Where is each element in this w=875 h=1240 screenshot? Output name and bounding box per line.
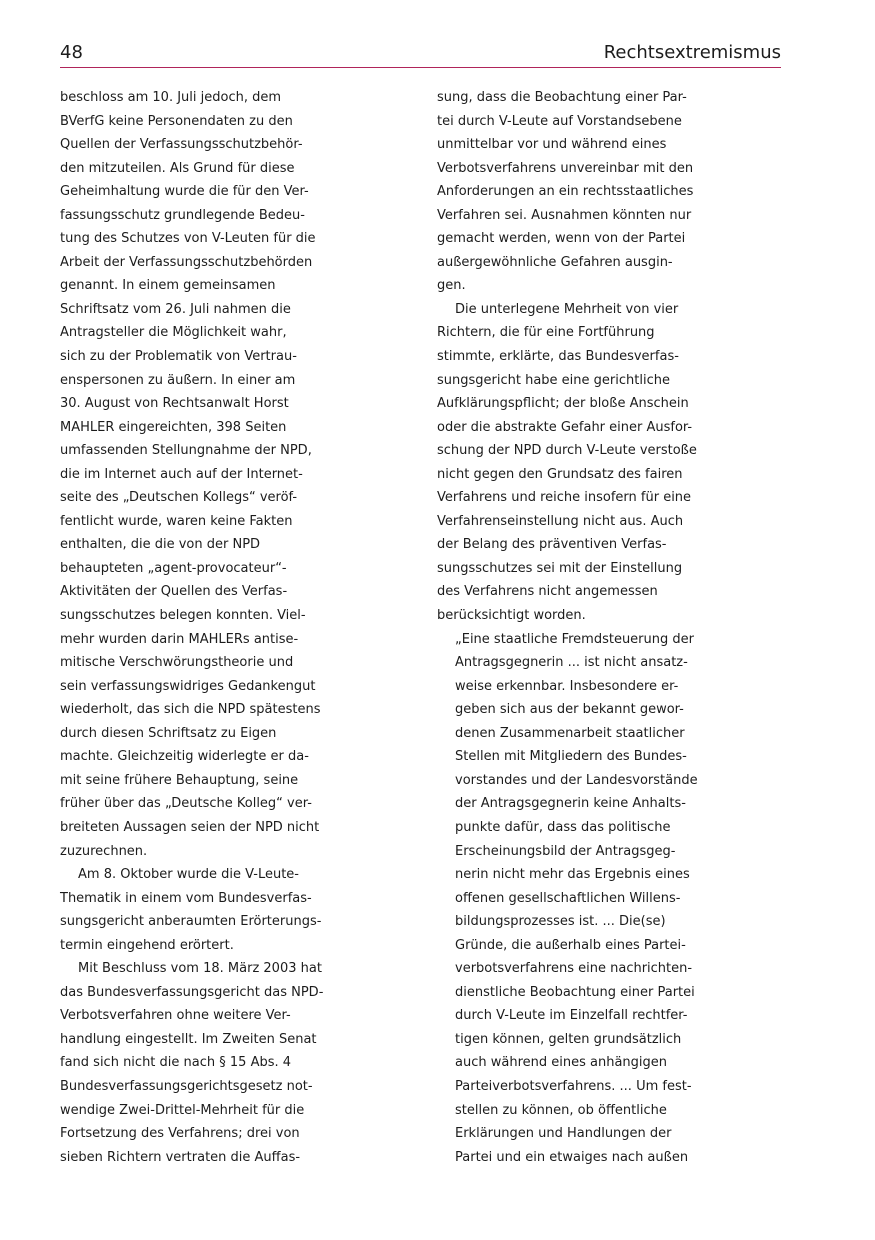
text-line: verbotsverfahrens eine nachrichten- xyxy=(455,961,693,977)
page-header xyxy=(60,41,781,69)
text-line: Stellen mit Mitgliedern des Bundes- xyxy=(455,749,687,765)
text-line: breiteten Aussagen seien der NPD nicht xyxy=(60,819,320,835)
text-line: unmittelbar vor und während eines xyxy=(437,137,667,153)
text-line: mehr wurden darin MAHLERs antise- xyxy=(60,631,299,647)
text-line: sungsschutzes sei mit der Einstellung xyxy=(437,560,683,576)
text-line: Verbotsverfahren ohne weitere Ver- xyxy=(60,1008,291,1024)
text-line: denen Zusammenarbeit staatlicher xyxy=(455,725,685,741)
text-line: Bundesverfassungsgerichtsgesetz not- xyxy=(60,1078,313,1094)
text-line: außergewöhnliche Gefahren ausgin- xyxy=(437,254,673,270)
text-line: Antragsgegnerin ... ist nicht ansatz- xyxy=(455,655,688,671)
text-line: das Bundesverfassungsgericht das NPD- xyxy=(60,984,324,1000)
text-line: gen. xyxy=(437,278,466,294)
text-line: sein verfassungswidriges Gedankengut xyxy=(60,678,316,694)
text-line: tung des Schutzes von V-Leuten für die xyxy=(60,231,316,247)
text-line: tigen können, gelten grundsätzlich xyxy=(455,1031,682,1047)
text-line: seite des „Deutschen Kollegs“ veröf- xyxy=(60,490,298,506)
text-line: geben sich aus der bekannt gewor- xyxy=(455,702,684,718)
text-line: nicht gegen den Grundsatz des fairen xyxy=(437,466,683,482)
text-line: Die unterlegene Mehrheit von vier xyxy=(455,301,679,317)
text-line: oder die abstrakte Gefahr einer Ausfor- xyxy=(437,419,693,435)
text-line: MAHLER eingereichten, 398 Seiten xyxy=(60,419,287,435)
text-line: Aufklärungspflicht; der bloße Anschein xyxy=(437,396,689,412)
text-line: tei durch V-Leute auf Vorstandsebene xyxy=(437,113,682,129)
header-rule xyxy=(60,67,781,68)
text-line: weise erkennbar. Insbesondere er- xyxy=(455,678,679,694)
left-column xyxy=(60,86,410,1169)
text-line: Erscheinungsbild der Antragsgeg- xyxy=(455,843,676,859)
text-line: sungsgericht habe eine gerichtliche xyxy=(437,372,670,388)
text-line: punkte dafür, dass das politische xyxy=(455,819,671,835)
text-line: Verbotsverfahrens unvereinbar mit den xyxy=(437,160,694,176)
text-line: Parteiverbotsverfahrens. ... Um fest- xyxy=(455,1078,692,1094)
text-line: Fortsetzung des Verfahrens; drei von xyxy=(60,1126,300,1142)
text-line: Richtern, die für eine Fortführung xyxy=(437,325,655,341)
text-line: durch V-Leute im Einzelfall rechtfer- xyxy=(455,1008,688,1024)
text-line: stimmte, erklärte, das Bundesverfas- xyxy=(437,349,679,365)
text-line: Partei und ein etwaiges nach außen xyxy=(455,1149,689,1165)
text-line: wiederholt, das sich die NPD spätestens xyxy=(60,702,321,718)
right-column-body xyxy=(437,86,787,628)
text-line: durch diesen Schriftsatz zu Eigen xyxy=(60,725,277,741)
text-line: fentlicht wurde, waren keine Fakten xyxy=(60,513,293,529)
text-line: fand sich nicht die nach § 15 Abs. 4 xyxy=(60,1055,292,1071)
text-line: Verfahren sei. Ausnahmen könnten nur xyxy=(437,207,692,223)
text-line: Erklärungen und Handlungen der xyxy=(455,1126,672,1142)
text-line: Am 8. Oktober wurde die V-Leute- xyxy=(78,867,299,883)
text-line: den mitzuteilen. Als Grund für diese xyxy=(60,160,295,176)
text-line: termin eingehend erörtert. xyxy=(60,937,234,953)
text-line: dienstliche Beobachtung einer Partei xyxy=(455,984,695,1000)
text-line: Verfahrens und reiche insofern für eine xyxy=(437,490,692,506)
text-line: wendige Zwei-Drittel-Mehrheit für die xyxy=(60,1102,305,1118)
text-line: 30. August von Rechtsanwalt Horst xyxy=(60,396,289,412)
text-line: BVerfG keine Personendaten zu den xyxy=(60,113,293,129)
text-line: der Belang des präventiven Verfas- xyxy=(437,537,667,553)
text-line: enspersonen zu äußern. In einer am xyxy=(60,372,296,388)
text-line: Antragsteller die Möglichkeit wahr, xyxy=(60,325,287,341)
text-line: beschloss am 10. Juli jedoch, dem xyxy=(60,90,282,105)
text-line: zuzurechnen. xyxy=(60,843,148,859)
text-line: Aktivitäten der Quellen des Verfas- xyxy=(60,584,288,600)
text-line: sungsgericht anberaumten Erörterungs- xyxy=(60,914,322,930)
text-line: Schriftsatz vom 26. Juli nahmen die xyxy=(60,301,291,317)
text-line: umfassenden Stellungnahme der NPD, xyxy=(60,443,312,459)
text-line: sung, dass die Beobachtung einer Par- xyxy=(437,90,687,105)
text-line: mitische Verschwörungstheorie und xyxy=(60,655,294,671)
text-line: handlung eingestellt. Im Zweiten Senat xyxy=(60,1031,317,1047)
page-number: 48 xyxy=(60,42,83,63)
text-line: Thematik in einem vom Bundesverfas- xyxy=(60,890,312,906)
text-line: sungsschutzes belegen konnten. Viel- xyxy=(60,608,306,624)
text-line: berücksichtigt worden. xyxy=(437,608,586,624)
text-line: „Eine staatliche Fremdsteuerung der xyxy=(455,631,694,647)
text-line: machte. Gleichzeitig widerlegte er da- xyxy=(60,749,309,765)
text-line: des Verfahrens nicht angemessen xyxy=(437,584,658,600)
text-line: stellen zu können, ob öffentliche xyxy=(455,1102,667,1118)
text-line: Verfahrenseinstellung nicht aus. Auch xyxy=(437,513,684,529)
text-line: Quellen der Verfassungsschutzbehör- xyxy=(60,137,303,153)
text-line: mit seine frühere Behauptung, seine xyxy=(60,772,299,788)
text-line: Arbeit der Verfassungsschutzbehörden xyxy=(60,254,313,270)
right-column xyxy=(437,86,787,1169)
text-line: Mit Beschluss vom 18. März 2003 hat xyxy=(78,961,322,977)
text-line: früher über das „Deutsche Kolleg“ ver- xyxy=(60,796,312,812)
text-line: sieben Richtern vertraten die Auffas- xyxy=(60,1149,301,1165)
text-line: genannt. In einem gemeinsamen xyxy=(60,278,276,294)
text-line: die im Internet auch auf der Internet- xyxy=(60,466,303,482)
text-line: sich zu der Problematik von Vertrau- xyxy=(60,349,297,365)
text-line: fassungsschutz grundlegende Bedeu- xyxy=(60,207,305,223)
text-line: gemacht werden, wenn von der Partei xyxy=(437,231,686,247)
text-line: behaupteten „agent-provocateur“- xyxy=(60,560,287,576)
text-line: Gründe, die außerhalb eines Partei- xyxy=(455,937,686,953)
text-line: schung der NPD durch V-Leute verstoße xyxy=(437,443,697,459)
text-line: Anforderungen an ein rechtsstaatliches xyxy=(437,184,694,200)
text-line: auch während eines anhängigen xyxy=(455,1055,667,1071)
text-line: nerin nicht mehr das Ergebnis eines xyxy=(455,867,690,883)
text-line: enthalten, die die von der NPD xyxy=(60,537,261,553)
running-title: Rechtsextremismus xyxy=(603,42,781,63)
text-line: der Antragsgegnerin keine Anhalts- xyxy=(455,796,686,812)
text-line: offenen gesellschaftlichen Willens- xyxy=(455,890,681,906)
block-quote xyxy=(437,628,787,1170)
text-line: vorstandes und der Landesvorstände xyxy=(455,772,698,788)
text-line: bildungsprozesses ist. ... Die(se) xyxy=(455,914,666,930)
text-line: Geheimhaltung wurde die für den Ver- xyxy=(60,184,309,200)
